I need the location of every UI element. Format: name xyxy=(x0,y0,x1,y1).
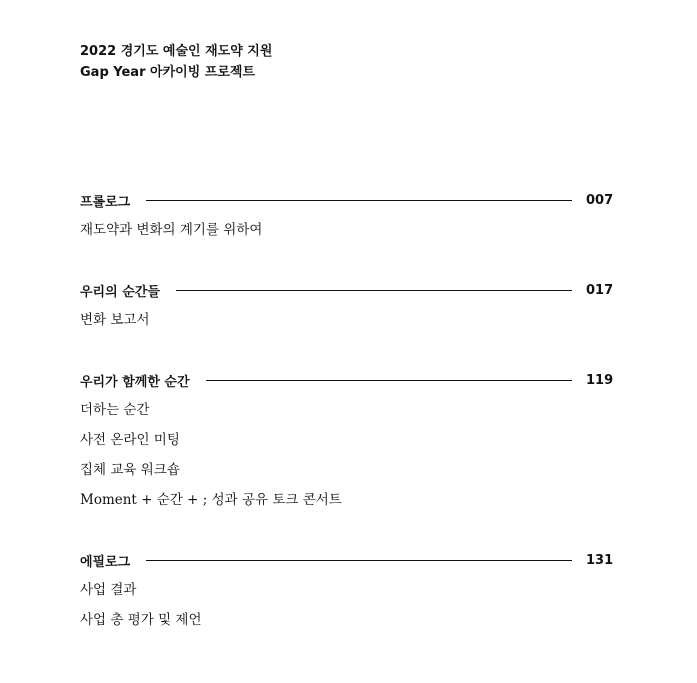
toc-item: 사업 총 평가 및 제언 xyxy=(80,612,202,628)
section-page-number: 131 xyxy=(586,552,614,568)
section-title: 에필로그 xyxy=(80,554,131,570)
leader-line xyxy=(146,200,572,201)
toc-item-list xyxy=(80,310,612,340)
toc-item-list xyxy=(80,220,612,250)
toc-section-epilogue xyxy=(80,550,612,640)
toc-item: 재도약과 변화의 계기를 위하여 xyxy=(80,222,263,238)
toc-section-our-moments xyxy=(80,280,612,340)
toc-item: 더하는 순간 xyxy=(80,402,150,418)
toc-item: 사전 온라인 미팅 xyxy=(80,432,180,448)
toc-section-moments-together xyxy=(80,370,612,520)
section-page-number: 007 xyxy=(586,192,614,208)
toc-item: 변화 보고서 xyxy=(80,312,150,328)
header-title-line-1: 2022 경기도 예술인 재도약 지원 xyxy=(80,44,273,59)
toc-item-list xyxy=(80,580,612,640)
toc-section-header xyxy=(80,550,612,570)
section-title: 우리의 순간들 xyxy=(80,284,160,300)
document-header xyxy=(80,41,272,83)
toc-section-header xyxy=(80,190,612,210)
section-title: 우리가 함께한 순간 xyxy=(80,374,190,390)
header-title-line-2: Gap Year 아카이빙 프로젝트 xyxy=(80,65,256,80)
leader-line xyxy=(206,380,572,381)
toc-section-header xyxy=(80,370,612,390)
leader-line xyxy=(146,560,572,561)
section-page-number: 017 xyxy=(586,282,614,298)
toc-item-list xyxy=(80,400,612,520)
section-title: 프롤로그 xyxy=(80,194,131,210)
leader-line xyxy=(176,290,572,291)
toc-section-prologue xyxy=(80,190,612,250)
section-page-number: 119 xyxy=(586,372,614,388)
toc-item: Moment + 순간 + ; 성과 공유 토크 콘서트 xyxy=(80,492,342,508)
toc-item: 집체 교육 워크숍 xyxy=(80,462,180,478)
toc-item: 사업 결과 xyxy=(80,582,137,598)
toc-section-header xyxy=(80,280,612,300)
